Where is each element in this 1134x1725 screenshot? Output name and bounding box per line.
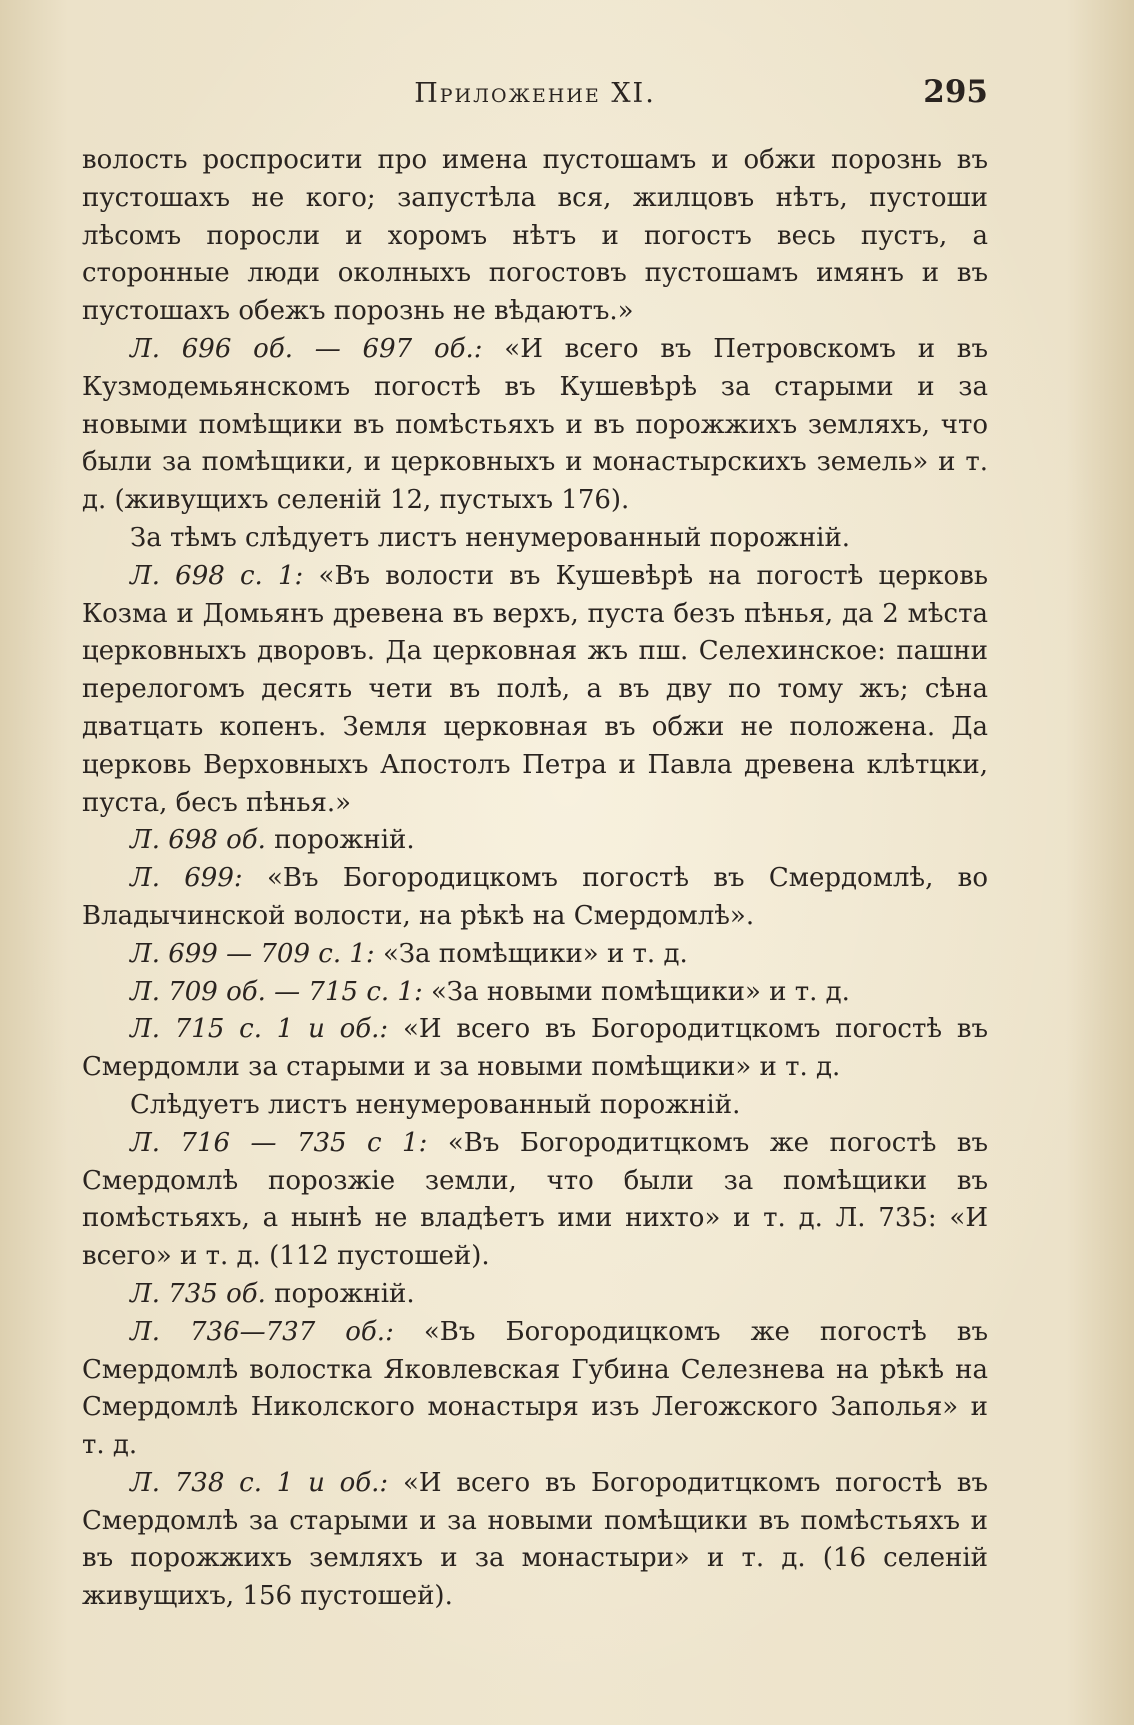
- running-title: Приложение XI.: [414, 78, 656, 109]
- paragraph-text: «Въ Богородицкомъ погостѣ въ Смердомлѣ, во Владычинской волости, на рѣкѣ на Смердомлѣ».: [82, 863, 988, 931]
- leaf-reference: Л. 715 с. 1 и об.:: [130, 1014, 389, 1045]
- leaf-reference: Л. 698 об.: [130, 825, 266, 856]
- paragraph-text: Слѣдуетъ листъ ненумерованный порожнiй.: [130, 1089, 741, 1120]
- paragraph: [82, 1465, 988, 1616]
- paragraph-text: «Въ Богородицкомъ же погостѣ въ Смердомлѣ волостка Яковлевская Губина Селезнева на рѣкѣ на Смердомлѣ Николского монастыря изъ Легожского Заполья» и т. д.: [82, 1316, 989, 1461]
- paragraph: [82, 331, 988, 520]
- leaf-reference: Л. 699:: [130, 863, 243, 894]
- paragraph: [82, 936, 988, 974]
- paragraph: [82, 1276, 988, 1314]
- paragraph-text: порожнiй.: [274, 825, 415, 856]
- paragraph: [82, 142, 988, 331]
- paragraph-text: «За помѣщики» и т. д.: [382, 938, 688, 969]
- leaf-reference: Л. 736—737 об.:: [130, 1316, 394, 1347]
- paragraph-text: волость роспросити про имена пустошамъ и обжи порознь въ пустошахъ не кого; запустѣла вся, жилцовъ нѣтъ, пустоши лѣсомъ поросли и хоромъ нѣтъ и погостъ весь пустъ, а сторонные люди околныхъ погостовъ пустошамъ имянъ и въ пустошахъ обежъ порознь не вѣдаютъ.»: [82, 145, 988, 327]
- leaf-reference: Л. 738 с. 1 и об.:: [130, 1467, 389, 1498]
- paragraph-text: «И всего въ Богородитцкомъ погостѣ въ Смердомлѣ за старыми и за новыми помѣщики въ помѣстьяхъ и въ порожжихъ земляхъ и за монастыри» и т. д. (16 селенiй живущихъ, 156 пустошей).: [82, 1467, 989, 1612]
- paragraph: [82, 974, 988, 1012]
- leaf-reference: Л. 735 об.: [130, 1278, 266, 1309]
- paragraph-text: порожнiй.: [274, 1278, 415, 1309]
- paragraph-text: «И всего въ Петровскомъ и въ Кузмодемьянскомъ погостѣ въ Кушевѣрѣ за старыми и за новыми помѣщики въ помѣстьяхъ и въ порожжихъ земляхъ, что были за помѣщики, и церковныхъ и монастырскихъ земель» и т. д. (живущихъ селенiй 12, пустыхъ 176).: [82, 333, 988, 516]
- paragraph: [82, 1011, 988, 1087]
- paragraph: [82, 520, 988, 558]
- paragraph-text: За тѣмъ слѣдуетъ листъ ненумерованный порожнiй.: [130, 522, 851, 553]
- paragraph: [82, 822, 988, 860]
- paragraph-text: «И всего въ Богородитцкомъ погостѣ въ Смердомли за старыми и за новыми помѣщики» и т. д.: [82, 1014, 989, 1083]
- leaf-reference: Л. 699 — 709 с. 1:: [130, 938, 375, 969]
- leaf-reference: Л. 698 с. 1:: [130, 560, 304, 591]
- page-number: 295: [923, 74, 988, 110]
- paragraph-text: «Въ волости въ Кушевѣрѣ на погостѣ церковь Козма и Домьянъ древена въ верхъ, пуста безъ пѣнья, да 2 мѣста церковныхъ дворовъ. Да церковная жъ пш. Селехинское: пашни перелогомъ десять чети въ полѣ, а въ дву по тому жъ; сѣна дватцать копенъ. Земля церковная въ обжи не положена. Да церковь Верховныхъ Апостолъ Петра и Павла древена клѣтцки, пуста, бесъ пѣнья.»: [82, 560, 988, 818]
- page-header: [82, 74, 988, 120]
- leaf-reference: Л. 709 об. — 715 с. 1:: [130, 976, 423, 1007]
- paragraph-text: «Въ Богородитцкомъ же погостѣ въ Смердомлѣ порозжiе земли, что были за помѣщики въ помѣстьяхъ, а нынѣ не владѣетъ ими нихто» и т. д. Л. 735: «И всего» и т. д. (112 пустошей).: [82, 1127, 989, 1272]
- text-body: [82, 142, 988, 1616]
- paragraph-text: «За новыми помѣщики» и т. д.: [430, 976, 850, 1007]
- leaf-reference: Л. 716 — 735 с 1:: [130, 1127, 428, 1158]
- paragraph: [82, 1125, 988, 1276]
- paragraph: [82, 558, 988, 823]
- paragraph: [82, 1314, 988, 1465]
- paragraph: [82, 1087, 988, 1125]
- leaf-reference: Л. 696 об. — 697 об.:: [130, 333, 483, 364]
- paragraph: [82, 860, 988, 936]
